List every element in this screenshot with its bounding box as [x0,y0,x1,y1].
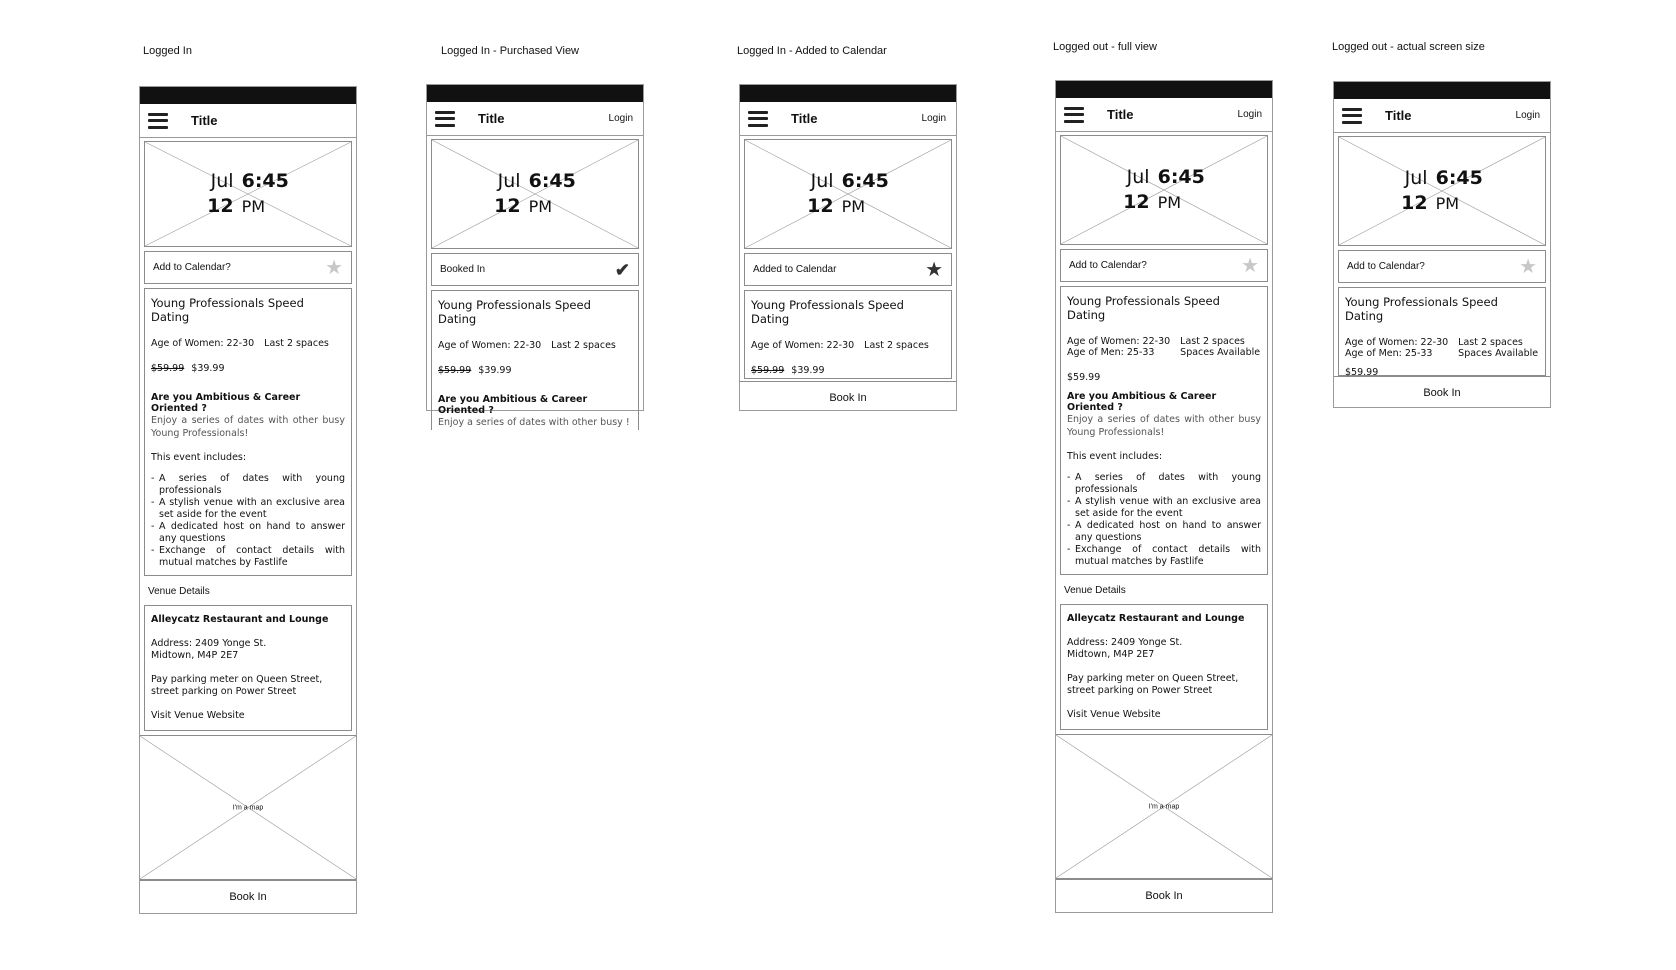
event-title: Young Professionals Speed Dating [1067,294,1220,322]
phone-frame-logged-out-screen [1333,81,1551,408]
event-meta [751,340,945,351]
list-item: - Exchange of contact details with mutual matches by Fastlife [151,545,345,569]
spaces-available: Spaces Available [1180,347,1261,358]
app-header [1334,99,1550,133]
frame-label-purchased: Logged In - Purchased View [441,45,579,57]
login-link[interactable]: Login [608,113,633,124]
add-to-calendar-button[interactable] [144,251,352,284]
checkmark-icon: ✔ [614,259,630,280]
date-day: 12 [1123,191,1150,213]
event-date [807,169,889,219]
event-meta [438,340,632,351]
booked-in-status [431,253,639,286]
visit-venue-website-link[interactable]: Visit Venue Website [151,710,245,721]
date-time: 6:45 [241,170,289,192]
event-hero-image [1338,136,1546,246]
date-day: 12 [494,195,521,217]
venue-card [1060,604,1268,730]
list-item: - A series of dates with young professionals [1067,472,1261,496]
includes-title: This event includes: [1067,451,1163,462]
book-in-button[interactable]: Book In [1056,879,1272,912]
phone-frame-logged-out-full [1055,80,1273,913]
age-women: Age of Women: 22-30 [151,338,255,349]
calendar-label: Added to Calendar [753,264,837,275]
event-hero-image [431,139,639,249]
venue-parking: Pay parking meter on Queen Street, street parking on Power Street [151,674,323,697]
phone-frame-added-calendar [739,84,957,411]
event-title: Young Professionals Speed Dating [1345,295,1498,323]
star-outline-icon[interactable]: ★ [325,256,343,279]
event-hero-image [1060,135,1268,245]
event-hero-image [144,141,352,247]
event-price [751,365,945,376]
venue-heading: Venue Details [148,586,210,597]
hamburger-menu-icon[interactable] [1342,108,1362,124]
added-to-calendar-button[interactable] [744,253,952,286]
event-title: Young Professionals Speed Dating [151,296,304,324]
login-link[interactable]: Login [1237,109,1262,120]
event-pitch: Are you Ambitious & Career Oriented ? [151,392,301,414]
event-pitch-body: Enjoy a series of dates with other busy ! [438,417,630,428]
spaces-left: Last 2 spaces [1458,337,1523,348]
price-value: $59.99 [1345,367,1379,378]
event-price [438,365,632,376]
venue-address [1067,637,1261,661]
venue-parking: Pay parking meter on Queen Street, street parking on Power Street [1067,673,1239,696]
new-price: $39.99 [191,363,225,374]
event-meta [1067,336,1261,358]
booked-label: Booked In [440,264,486,275]
star-filled-icon[interactable]: ★ [925,258,943,281]
app-title: Title [1385,108,1412,123]
map-label: I'm a map [1148,803,1180,810]
venue-address [151,638,345,662]
spaces-left: Last 2 spaces [1180,336,1245,347]
venue-card [144,605,352,731]
venue-address-line2: Midtown, M4P 2E7 [151,650,239,661]
event-meta [1345,337,1539,359]
date-time: 6:45 [1435,167,1483,189]
status-bar [140,87,356,104]
spaces-left: Last 2 spaces [864,340,929,351]
app-header [1056,98,1272,132]
event-date [207,169,289,219]
map-label: I'm a map [232,804,264,811]
hamburger-menu-icon[interactable] [435,111,455,127]
age-women: Age of Women: 22-30 [1067,336,1171,347]
event-title: Young Professionals Speed Dating [438,298,591,326]
date-time: 6:45 [841,170,889,192]
status-bar [1334,82,1550,99]
date-month: Jul [497,170,521,192]
app-title: Title [191,113,218,128]
old-price: $59.99 [751,365,785,376]
hamburger-menu-icon[interactable] [1064,107,1084,123]
date-ampm: PM [528,197,553,216]
date-month: Jul [1404,167,1428,189]
date-month: Jul [810,170,834,192]
app-title: Title [478,111,505,126]
event-details-card [744,290,952,379]
new-price: $39.99 [791,365,825,376]
date-day: 12 [807,195,834,217]
old-price: $59.99 [438,365,472,376]
includes-list [151,473,345,569]
list-item: - A dedicated host on hand to answer any questions [151,521,345,545]
date-ampm: PM [841,197,866,216]
login-link[interactable]: Login [1515,110,1540,121]
age-men: Age of Men: 25-33 [1067,347,1155,358]
list-item: - A dedicated host on hand to answer any questions [1067,520,1261,544]
list-item: - A stylish venue with an exclusive area set aside for the event [1067,496,1261,520]
date-ampm: PM [1157,193,1182,212]
frame-label-added-calendar: Logged In - Added to Calendar [737,45,887,57]
venue-heading: Venue Details [1064,585,1126,596]
add-to-calendar-button[interactable] [1060,249,1268,282]
date-ampm: PM [1435,194,1460,213]
includes-list [1067,472,1261,568]
date-day: 12 [207,195,234,217]
event-hero-image [744,139,952,249]
venue-address-line1: Address: 2409 Yonge St. [151,638,267,649]
date-month: Jul [1126,166,1150,188]
venue-map[interactable] [1056,734,1272,879]
event-pitch-body: Enjoy a series of dates with other busy Young Professionals! [151,415,345,439]
app-header [140,104,356,138]
list-item: - A stylish venue with an exclusive area set aside for the event [151,497,345,521]
age-women: Age of Women: 22-30 [751,340,855,351]
event-price [1067,372,1261,383]
venue-name: Alleycatz Restaurant and Lounge [151,614,329,625]
event-details-card [1060,286,1268,575]
event-title: Young Professionals Speed Dating [751,298,904,326]
spaces-left: Last 2 spaces [551,340,616,351]
app-title: Title [791,111,818,126]
status-bar [1056,81,1272,98]
book-in-button[interactable]: Book In [740,381,956,414]
venue-address-line1: Address: 2409 Yonge St. [1067,637,1183,648]
age-women: Age of Women: 22-30 [438,340,542,351]
date-time: 6:45 [1157,166,1205,188]
spaces-available: Spaces Available [1458,348,1539,359]
price-value: $59.99 [1067,372,1101,383]
app-header [740,102,956,136]
event-details-card [144,288,352,576]
event-pitch: Are you Ambitious & Career Oriented ? [1067,391,1217,413]
app-header [427,102,643,136]
event-date [1123,165,1205,215]
date-month: Jul [210,170,234,192]
includes-title: This event includes: [151,452,247,463]
phone-frame-logged-in [139,86,357,914]
event-details-card [431,290,639,430]
spaces-left: Last 2 spaces [264,338,329,349]
status-bar [740,85,956,102]
list-item: - A series of dates with young professionals [151,473,345,497]
date-time: 6:45 [528,170,576,192]
frame-label-logged-out-full: Logged out - full view [1053,41,1157,53]
date-day: 12 [1401,192,1428,214]
frame-label-logged-in: Logged In [143,45,192,57]
book-in-button[interactable]: Book In [140,880,356,913]
event-date [1401,166,1483,216]
event-date [494,169,576,219]
calendar-label: Add to Calendar? [153,262,231,273]
event-pitch: Are you Ambitious & Career Oriented ? [438,394,588,416]
calendar-label: Add to Calendar? [1347,261,1425,272]
book-in-button[interactable]: Book In [1334,376,1550,409]
new-price: $39.99 [478,365,512,376]
age-men: Age of Men: 25-33 [1345,348,1433,359]
star-outline-icon[interactable]: ★ [1241,254,1259,277]
phone-frame-purchased [426,84,644,428]
hamburger-menu-icon[interactable] [748,111,768,127]
calendar-label: Add to Calendar? [1069,260,1147,271]
add-to-calendar-button[interactable] [1338,250,1546,283]
list-item: - Exchange of contact details with mutual matches by Fastlife [1067,544,1261,568]
event-price [151,363,345,374]
login-link[interactable]: Login [921,113,946,124]
age-women: Age of Women: 22-30 [1345,337,1449,348]
event-meta [151,338,345,349]
star-outline-icon[interactable]: ★ [1519,255,1537,278]
frame-label-logged-out-screen: Logged out - actual screen size [1332,41,1485,53]
event-pitch-body: Enjoy a series of dates with other busy Young Professionals! [1067,414,1261,438]
venue-name: Alleycatz Restaurant and Lounge [1067,613,1245,624]
status-bar [427,85,643,102]
event-details-card [1338,287,1546,376]
old-price: $59.99 [151,363,185,374]
date-ampm: PM [241,197,266,216]
visit-venue-website-link[interactable]: Visit Venue Website [1067,709,1161,720]
venue-map[interactable] [140,735,356,880]
hamburger-menu-icon[interactable] [148,113,168,129]
app-title: Title [1107,107,1134,122]
venue-address-line2: Midtown, M4P 2E7 [1067,649,1155,660]
